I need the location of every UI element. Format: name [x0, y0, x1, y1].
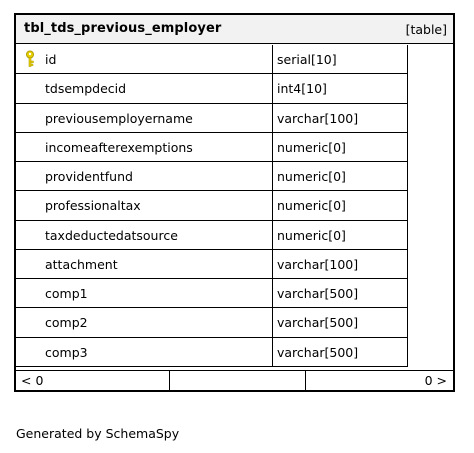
- column-name-cell: [16, 221, 273, 249]
- column-row: [16, 191, 408, 220]
- column-name-cell: [16, 162, 273, 190]
- column-row: [16, 74, 408, 103]
- column-row: [16, 221, 408, 250]
- column-row: [16, 162, 408, 191]
- column-name-cell: [16, 74, 273, 102]
- children-count[interactable]: 0 >: [424, 373, 447, 388]
- column-type-cell: [273, 45, 408, 73]
- column-name[interactable]: professionaltax: [45, 198, 141, 214]
- column-type-cell: [273, 221, 408, 249]
- column-type: numeric[0]: [277, 198, 346, 214]
- column-type-cell: [273, 162, 408, 190]
- column-type-cell: [273, 250, 408, 278]
- column-type-cell: [273, 74, 408, 102]
- column-name-cell: [16, 133, 273, 161]
- column-name-cell: [16, 338, 273, 366]
- column-name[interactable]: incomeafterexemptions: [45, 139, 193, 155]
- table-name[interactable]: tbl_tds_previous_employer: [24, 21, 222, 36]
- column-name-cell: [16, 308, 273, 336]
- column-name-cell: [16, 45, 273, 73]
- column-name[interactable]: taxdeductedatsource: [45, 227, 178, 243]
- column-row: [16, 308, 408, 337]
- column-row: [16, 250, 408, 279]
- table-node[interactable]: [14, 13, 455, 392]
- footer-spacer: [170, 371, 306, 390]
- column-row: [16, 279, 408, 308]
- column-row: [16, 133, 408, 162]
- column-type: numeric[0]: [277, 169, 346, 185]
- column-row: [16, 338, 408, 367]
- column-name[interactable]: attachment: [45, 256, 118, 272]
- parents-count[interactable]: < 0: [21, 373, 44, 388]
- column-type: int4[10]: [277, 81, 327, 97]
- generated-by-label: Generated by SchemaSpy: [16, 426, 180, 441]
- column-type-cell: [273, 191, 408, 219]
- column-name-cell: [16, 279, 273, 307]
- column-name[interactable]: comp2: [45, 315, 88, 331]
- table-kind-label: [table]: [405, 22, 447, 37]
- column-type-cell: [273, 279, 408, 307]
- column-type: varchar[100]: [277, 110, 359, 126]
- column-type: varchar[500]: [277, 286, 359, 302]
- parents-cell: [16, 371, 170, 390]
- column-name[interactable]: providentfund: [45, 169, 133, 185]
- column-name[interactable]: comp3: [45, 344, 88, 360]
- column-type-cell: [273, 133, 408, 161]
- column-type: varchar[500]: [277, 315, 359, 331]
- column-type: numeric[0]: [277, 227, 346, 243]
- key-icon: [24, 50, 36, 68]
- column-type: serial[10]: [277, 52, 337, 67]
- column-list: [16, 45, 408, 367]
- column-type-cell: [273, 338, 408, 366]
- table-header: [16, 15, 453, 44]
- column-row: [16, 45, 408, 74]
- table-footer: [16, 370, 453, 390]
- column-name[interactable]: previousemployername: [45, 110, 193, 126]
- column-row: [16, 104, 408, 133]
- column-name[interactable]: id: [45, 52, 57, 67]
- column-name[interactable]: comp1: [45, 286, 88, 302]
- column-type: varchar[100]: [277, 256, 359, 272]
- column-name-cell: [16, 104, 273, 132]
- column-name-cell: [16, 191, 273, 219]
- column-type-cell: [273, 308, 408, 336]
- column-type: varchar[500]: [277, 344, 359, 360]
- column-name[interactable]: tdsempdecid: [45, 81, 127, 97]
- column-type: numeric[0]: [277, 139, 346, 155]
- column-type-cell: [273, 104, 408, 132]
- column-name-cell: [16, 250, 273, 278]
